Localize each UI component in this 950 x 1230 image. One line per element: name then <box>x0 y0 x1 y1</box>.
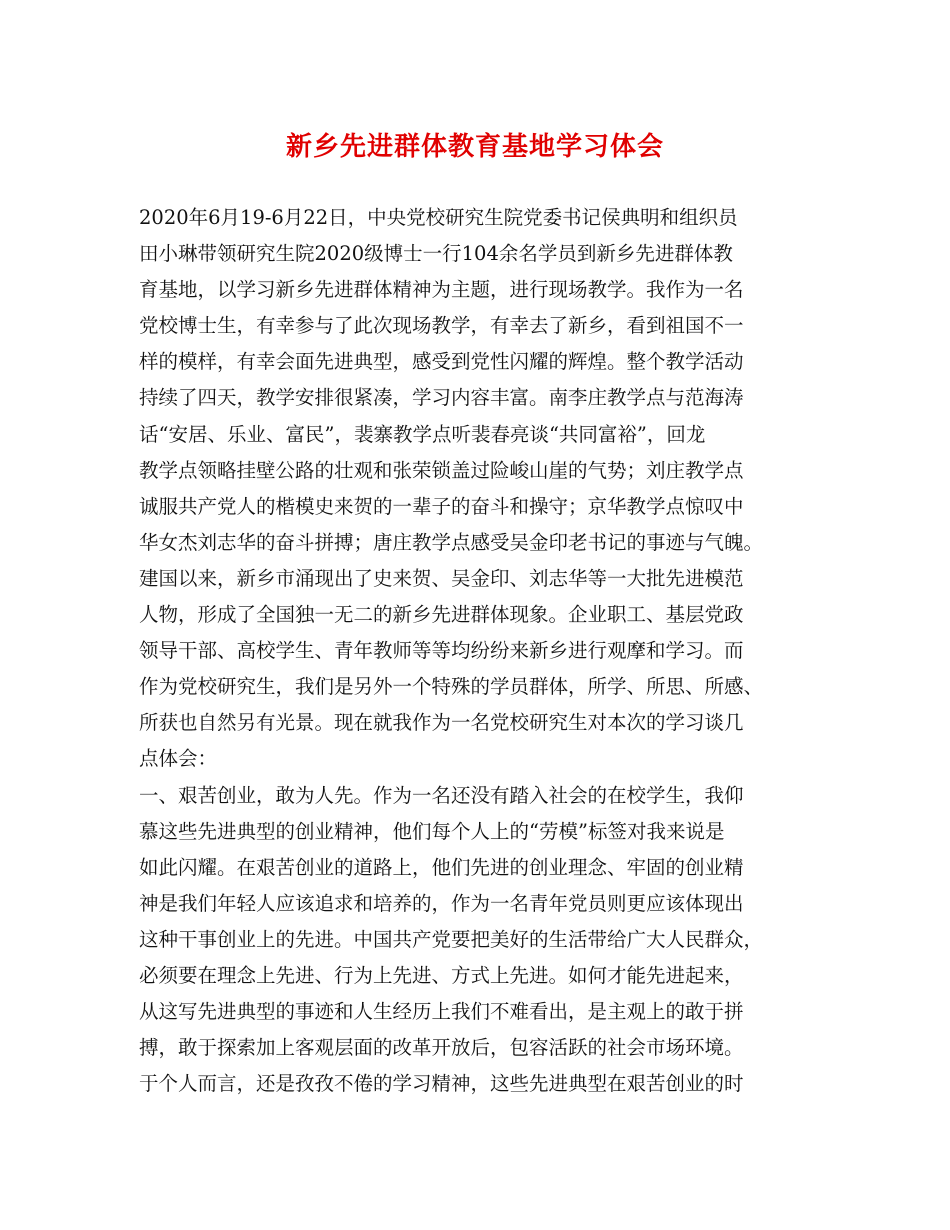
body-text-line: 必须要在理念上先进、行为上先进、方式上先进。如何才能先进起来， <box>139 963 744 987</box>
body-text-line: 领导干部、高校学生、青年教师等等均纷纷来新乡进行观摩和学习。而 <box>139 639 744 663</box>
body-text-line: 2020年6月19-6月22日，中央党校研究生院党委书记侯典明和组织员 <box>139 206 738 229</box>
body-text-line: 作为党校研究生，我们是另外一个特殊的学员群体，所学、所思、所感、 <box>139 675 764 699</box>
body-text-line: 于个人而言，还是孜孜不倦的学习精神，这些先进典型在艰苦创业的时 <box>139 1072 744 1096</box>
body-text-line: 育基地，以学习新乡先进群体精神为主题，进行现场教学。我作为一名 <box>139 278 744 302</box>
body-text-line: 一、艰苦创业，敢为人先。作为一名还没有踏入社会的在校学生，我仰 <box>139 783 744 807</box>
body-text-line: 搏，敢于探索加上客观层面的改革开放后，包容活跃的社会市场环境。 <box>139 1036 744 1060</box>
body-text-line: 从这写先进典型的事迹和人生经历上我们不难看出，是主观上的敢于拼 <box>139 1000 744 1024</box>
body-text-line: 慕这些先进典型的创业精神，他们每个人上的“劳模”标签对我来说是 <box>139 819 725 843</box>
body-text-line: 持续了四天，教学安排很紧凑，学习内容丰富。南李庄教学点与范海涛 <box>139 386 744 410</box>
body-text-line: 话“安居、乐业、富民”，裴寨教学点听裴春亮谈“共同富裕”，回龙 <box>139 422 706 446</box>
body-text-line: 党校博士生，有幸参与了此次现场教学，有幸去了新乡，看到祖国不一 <box>139 314 744 338</box>
body-text-line: 田小琳带领研究生院2020级博士一行104余名学员到新乡先进群体教 <box>139 242 733 266</box>
body-text-line: 华女杰刘志华的奋斗拼搏；唐庄教学点感受吴金印老书记的事迹与气魄。 <box>139 530 764 554</box>
document-body <box>139 200 819 1102</box>
body-text-line: 所获也自然另有光景。现在就我作为一名党校研究生对本次的学习谈几 <box>139 711 744 735</box>
body-text-line: 样的模样，有幸会面先进典型，感受到党性闪耀的辉煌。整个教学活动 <box>139 350 744 374</box>
body-text-line: 建国以来，新乡市涌现出了史来贺、吴金印、刘志华等一大批先进模范 <box>139 566 744 590</box>
body-text-line: 如此闪耀。在艰苦创业的道路上，他们先进的创业理念、牢固的创业精 <box>139 855 744 879</box>
body-text-line: 诚服共产党人的楷模史来贺的一辈子的奋斗和操守；京华教学点惊叹中 <box>139 494 744 518</box>
body-text-line: 教学点领略挂壁公路的壮观和张荣锁盖过险峻山崖的气势；刘庄教学点 <box>139 458 744 482</box>
body-text-line: 人物，形成了全国独一无二的新乡先进群体现象。企业职工、基层党政 <box>139 603 744 627</box>
body-text-line: 这种干事创业上的先进。中国共产党要把美好的生活带给广大人民群众， <box>139 927 764 951</box>
document-title: 新乡先进群体教育基地学习体会 <box>285 132 664 162</box>
body-text-line: 神是我们年轻人应该追求和培养的，作为一名青年党员则更应该体现出 <box>139 891 744 915</box>
body-text-line: 点体会： <box>139 747 218 771</box>
